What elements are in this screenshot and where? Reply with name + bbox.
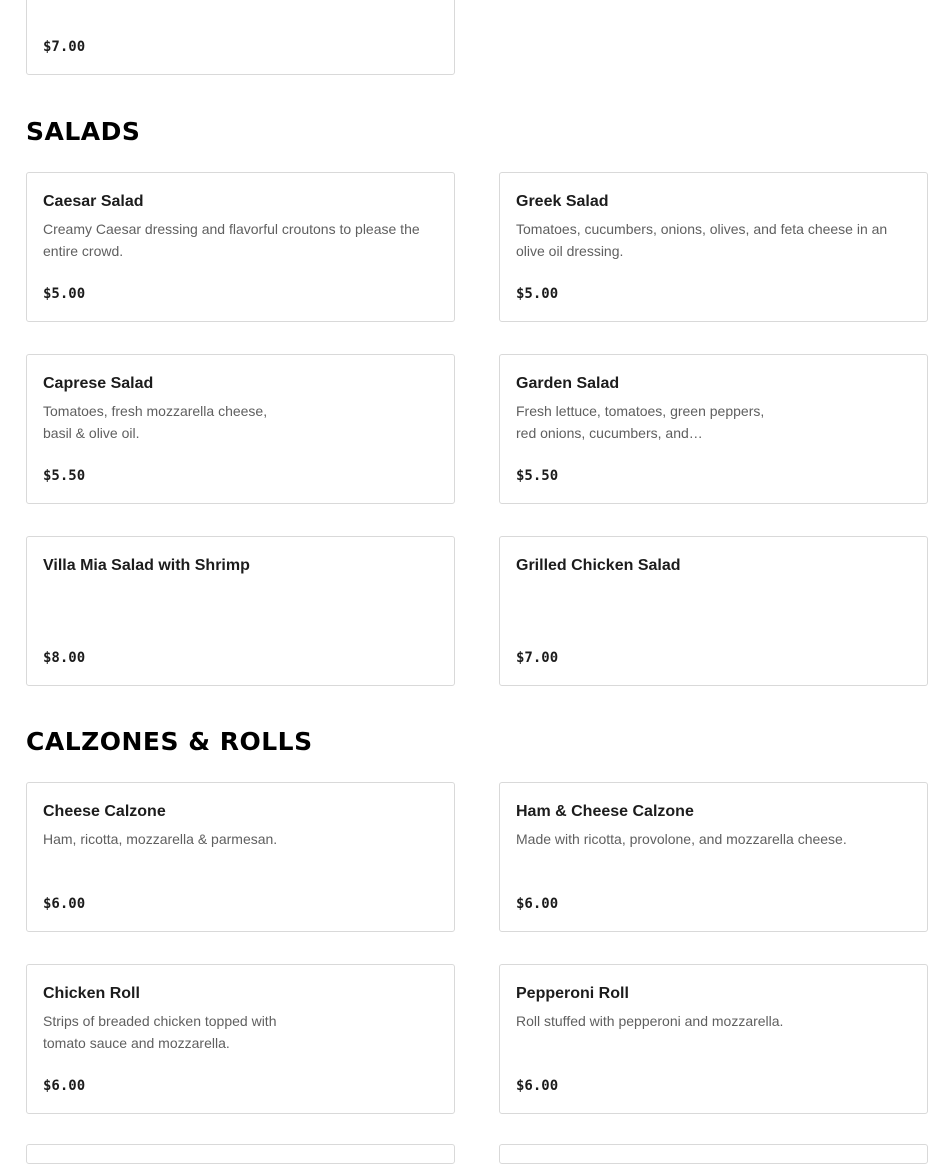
item-description: Strips of breaded chicken topped with tomato sauce and mozzarella. [43,1013,277,1051]
section-title-salads: SALADS [26,117,141,146]
menu-item-card[interactable] [26,172,455,322]
item-name: Ham & Cheese Calzone [516,803,694,820]
item-name: Villa Mia Salad with Shrimp [43,557,250,574]
menu-item-card-partial[interactable] [26,1144,455,1164]
menu-item-card[interactable] [499,354,928,504]
item-price: $7.00 [43,39,86,55]
menu-item-card[interactable] [499,536,928,686]
item-name: Grilled Chicken Salad [516,557,681,574]
menu-item-card[interactable] [26,964,455,1114]
menu-item-card[interactable] [26,354,455,504]
menu-item-card-partial[interactable] [26,0,455,75]
item-price: $8.00 [43,650,86,666]
item-description: Tomatoes, fresh mozzarella cheese, basil & olive oil. [43,403,268,441]
section-title-calzones-rolls: CALZONES & ROLLS [26,727,313,756]
item-price: $5.00 [43,286,86,302]
item-description: Creamy Caesar dressing and flavorful croutons to please the entire crowd. [43,221,420,259]
item-name: Greek Salad [516,193,609,210]
menu-item-card[interactable] [499,782,928,932]
menu-item-card[interactable] [499,964,928,1114]
item-price: $6.00 [516,1078,559,1094]
item-name: Pepperoni Roll [516,985,629,1002]
menu-item-card[interactable] [499,172,928,322]
item-price: $6.00 [516,896,559,912]
item-description: Fresh lettuce, tomatoes, green peppers, red onions, cucumbers, and… [516,403,765,441]
item-price: $5.00 [516,286,559,302]
item-name: Caprese Salad [43,375,154,392]
item-name: Garden Salad [516,375,620,392]
menu-item-card[interactable] [26,782,455,932]
item-name: Chicken Roll [43,985,140,1002]
menu-item-card-partial[interactable] [499,1144,928,1164]
item-price: $5.50 [43,468,86,484]
item-price: $7.00 [516,650,559,666]
item-price: $5.50 [516,468,559,484]
menu-item-card[interactable] [26,536,455,686]
item-name: Cheese Calzone [43,803,166,820]
item-description: Ham, ricotta, mozzarella & parmesan. [43,831,278,847]
item-price: $6.00 [43,1078,86,1094]
item-description: Made with ricotta, provolone, and mozzarella cheese. [516,831,847,847]
item-name: Caesar Salad [43,193,144,210]
item-description: Tomatoes, cucumbers, onions, olives, and feta cheese in an olive oil dressing. [516,221,888,259]
item-price: $6.00 [43,896,86,912]
item-description: Roll stuffed with pepperoni and mozzarella. [516,1013,784,1029]
